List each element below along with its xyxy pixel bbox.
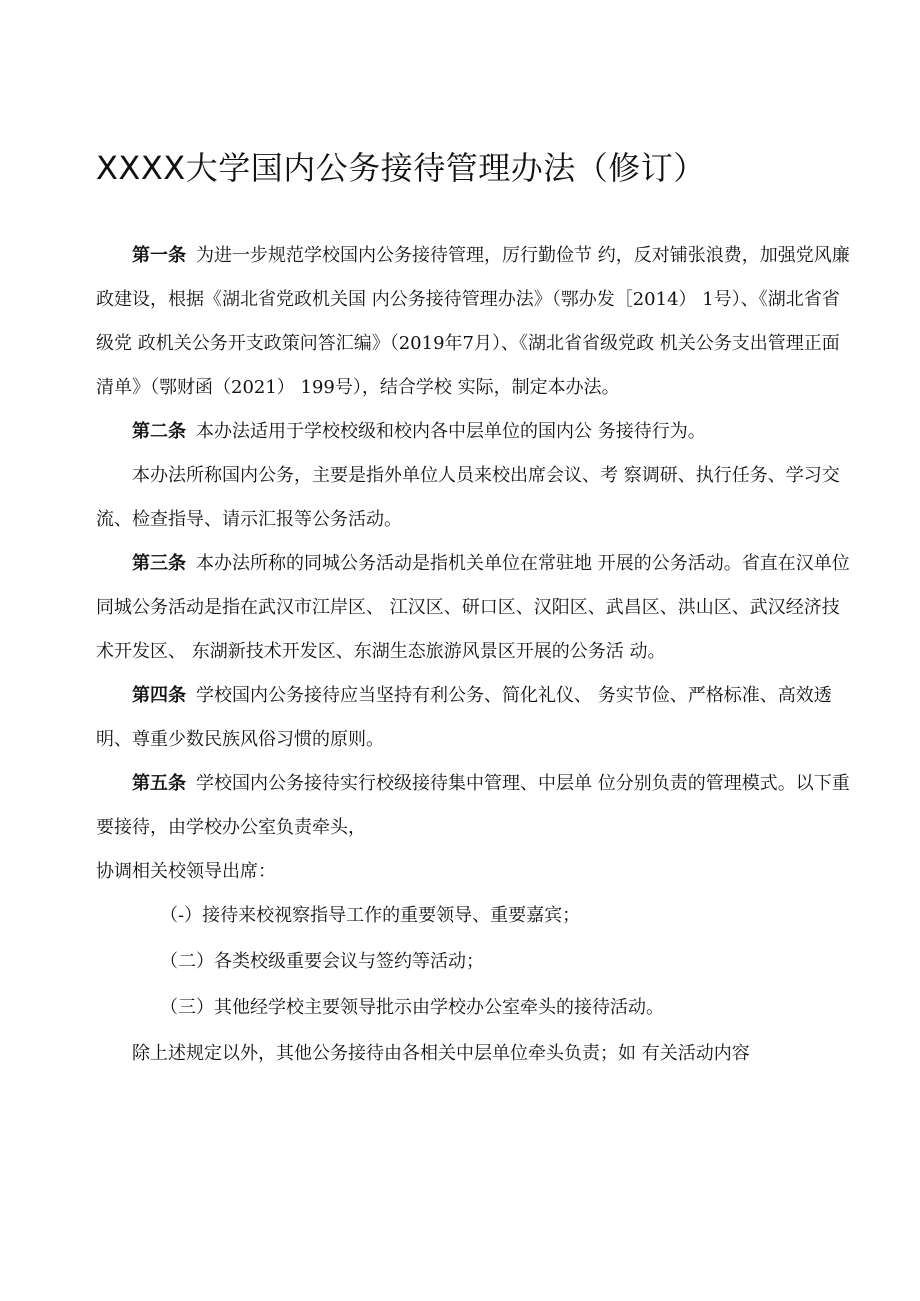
article-5 bbox=[96, 762, 850, 850]
article-5-label: 第五条 bbox=[132, 773, 186, 794]
article-3-text: 本办法所称的同城公务活动是指机关单位在常驻地 开展的公务活动。省直在汉单位同城公务活动是指在武汉市江岸区、 江汉区、研口区、汉阳区、武昌区、洪山区、武汉经济技术开发区、 东湖新技术开发区、东湖生态旅游风景区开展的公务活 动。 bbox=[96, 553, 850, 662]
article-1-text: 为进一步规范学校国内公务接待管理，厉行勤俭节 约，反对铺张浪费，加强党风廉政建设，根据《湖北省党政机关国 内公务接待管理办法》（鄂办发［2014） 1号）、《湖北省省级党 政机关公务开支政策问答汇编》（2019年7月）、《湖北省省级党政 机关公务支出管理正面清单》（鄂财函（2021） 199号），结合学校 实际，制定本办法。 bbox=[96, 245, 850, 398]
article-5-text: 学校国内公务接待实行校级接待集中管理、中层单 位分别负责的管理模式。以下重要接待，由学校办公室负责牵头， bbox=[96, 773, 850, 838]
article-2 bbox=[96, 410, 850, 454]
article-2-text: 本办法适用于学校校级和校内各中层单位的国内公 务接待行为。 bbox=[196, 421, 706, 442]
article-2-label: 第二条 bbox=[132, 421, 186, 442]
article-3-label: 第三条 bbox=[132, 553, 186, 574]
article-4-label: 第四条 bbox=[132, 685, 186, 706]
article-4-text: 学校国内公务接待应当坚持有利公务、简化礼仪、 务实节俭、严格标准、高效透明、尊重少数民族风俗习惯的原则。 bbox=[96, 685, 832, 750]
list-item: （-）接待来校视察指导工作的重要领导、重要嘉宾； bbox=[160, 905, 581, 926]
article-1-label: 第一条 bbox=[132, 245, 186, 266]
list-item: （二）各类校级重要会议与签约等活动； bbox=[160, 951, 484, 972]
document-title: XXXX大学国内公务接待管理办法（修订） bbox=[96, 149, 706, 187]
article-1 bbox=[96, 234, 850, 410]
article-5-after-list: 除上述规定以外，其他公务接待由各相关中层单位牵头负责；如 有关活动内容 bbox=[132, 1043, 750, 1064]
article-5-continuation: 协调相关校领导出席： bbox=[96, 861, 276, 882]
article-4 bbox=[96, 674, 850, 762]
article-2-paragraph-2: 本办法所称国内公务，主要是指外单位人员来校出席会议、考 察调研、执行任务、学习交流、检查指导、请示汇报等公务活动。 bbox=[96, 465, 840, 530]
list-item: （三）其他经学校主要领导批示由学校办公室牵头的接待活动。 bbox=[160, 997, 664, 1018]
document-body bbox=[96, 234, 850, 1076]
article-3 bbox=[96, 542, 850, 674]
